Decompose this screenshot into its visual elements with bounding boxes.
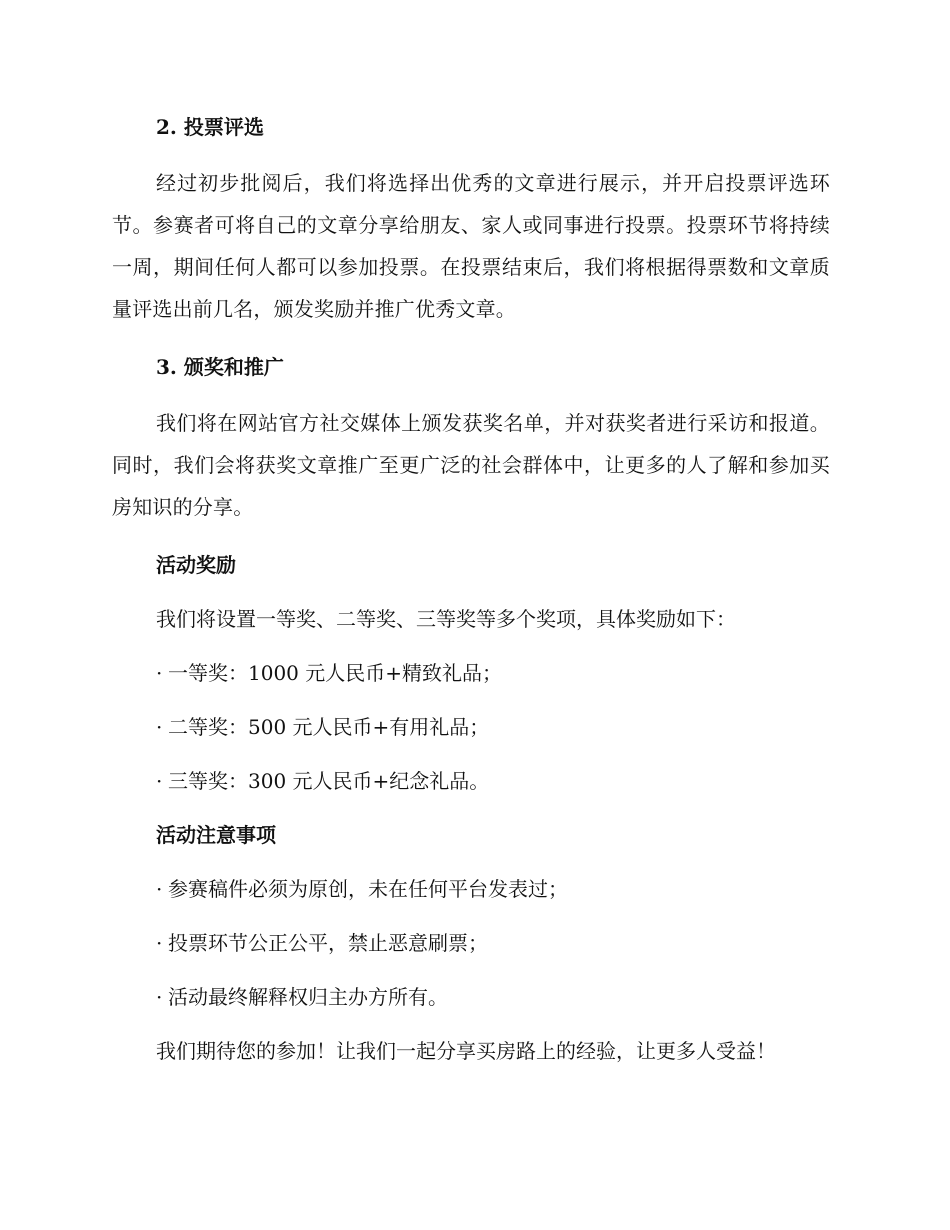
rewards-intro: 我们将设置一等奖、二等奖、三等奖等多个奖项，具体奖励如下： [156,607,736,631]
list-item-text: 二等奖：500 元人民币+有用礼品； [168,715,490,739]
bullet-dot: · [156,715,163,739]
section-heading-awards-promo: 3. 颁奖和推广 [156,355,284,379]
bullet-dot: · [156,985,163,1009]
paragraph-voting: 经过初步批阅后，我们将选择出优秀的文章进行展示，并开启投票评选环节。参赛者可将自己的文章分享给朋友、家人或同事进行投票。投票环节将持续一周，期间任何人都可以参加投票。在投票结束后，我们将根据得票数和文章质量评选出前几名，颁发奖励并推广优秀文章。 [112,171,830,321]
list-item-first-prize [112,656,830,690]
bullet-dot: · [156,769,163,793]
document-page [112,110,830,1068]
bullet-dot: · [156,877,163,901]
paragraph-awards-promo: 我们将在网站官方社交媒体上颁发获奖名单，并对获奖者进行采访和报道。同时，我们会将获奖文章推广至更广泛的社会群体中，让更多的人了解和参加买房知识的分享。 [112,411,830,519]
list-item-note-fair-voting [112,926,830,960]
list-item-text: 活动最终解释权归主办方所有。 [168,985,448,1009]
section-heading-rewards: 活动奖励 [156,553,236,577]
list-item-text: 三等奖：300 元人民币+纪念礼品。 [168,769,490,793]
list-item-second-prize [112,710,830,744]
closing-paragraph: 我们期待您的参加！让我们一起分享买房路上的经验，让更多人受益！ [156,1039,776,1063]
list-item-note-original [112,872,830,906]
bullet-dot: · [156,661,163,685]
section-heading-voting: 2. 投票评选 [156,115,264,139]
list-item-note-interpretation [112,980,830,1014]
list-item-text: 投票环节公正公平，禁止恶意刷票； [168,931,488,955]
list-item-text: 一等奖：1000 元人民币+精致礼品； [168,661,503,685]
bullet-dot: · [156,931,163,955]
list-item-third-prize [112,764,830,798]
list-item-text: 参赛稿件必须为原创，未在任何平台发表过； [168,877,568,901]
section-heading-notes: 活动注意事项 [156,823,276,847]
